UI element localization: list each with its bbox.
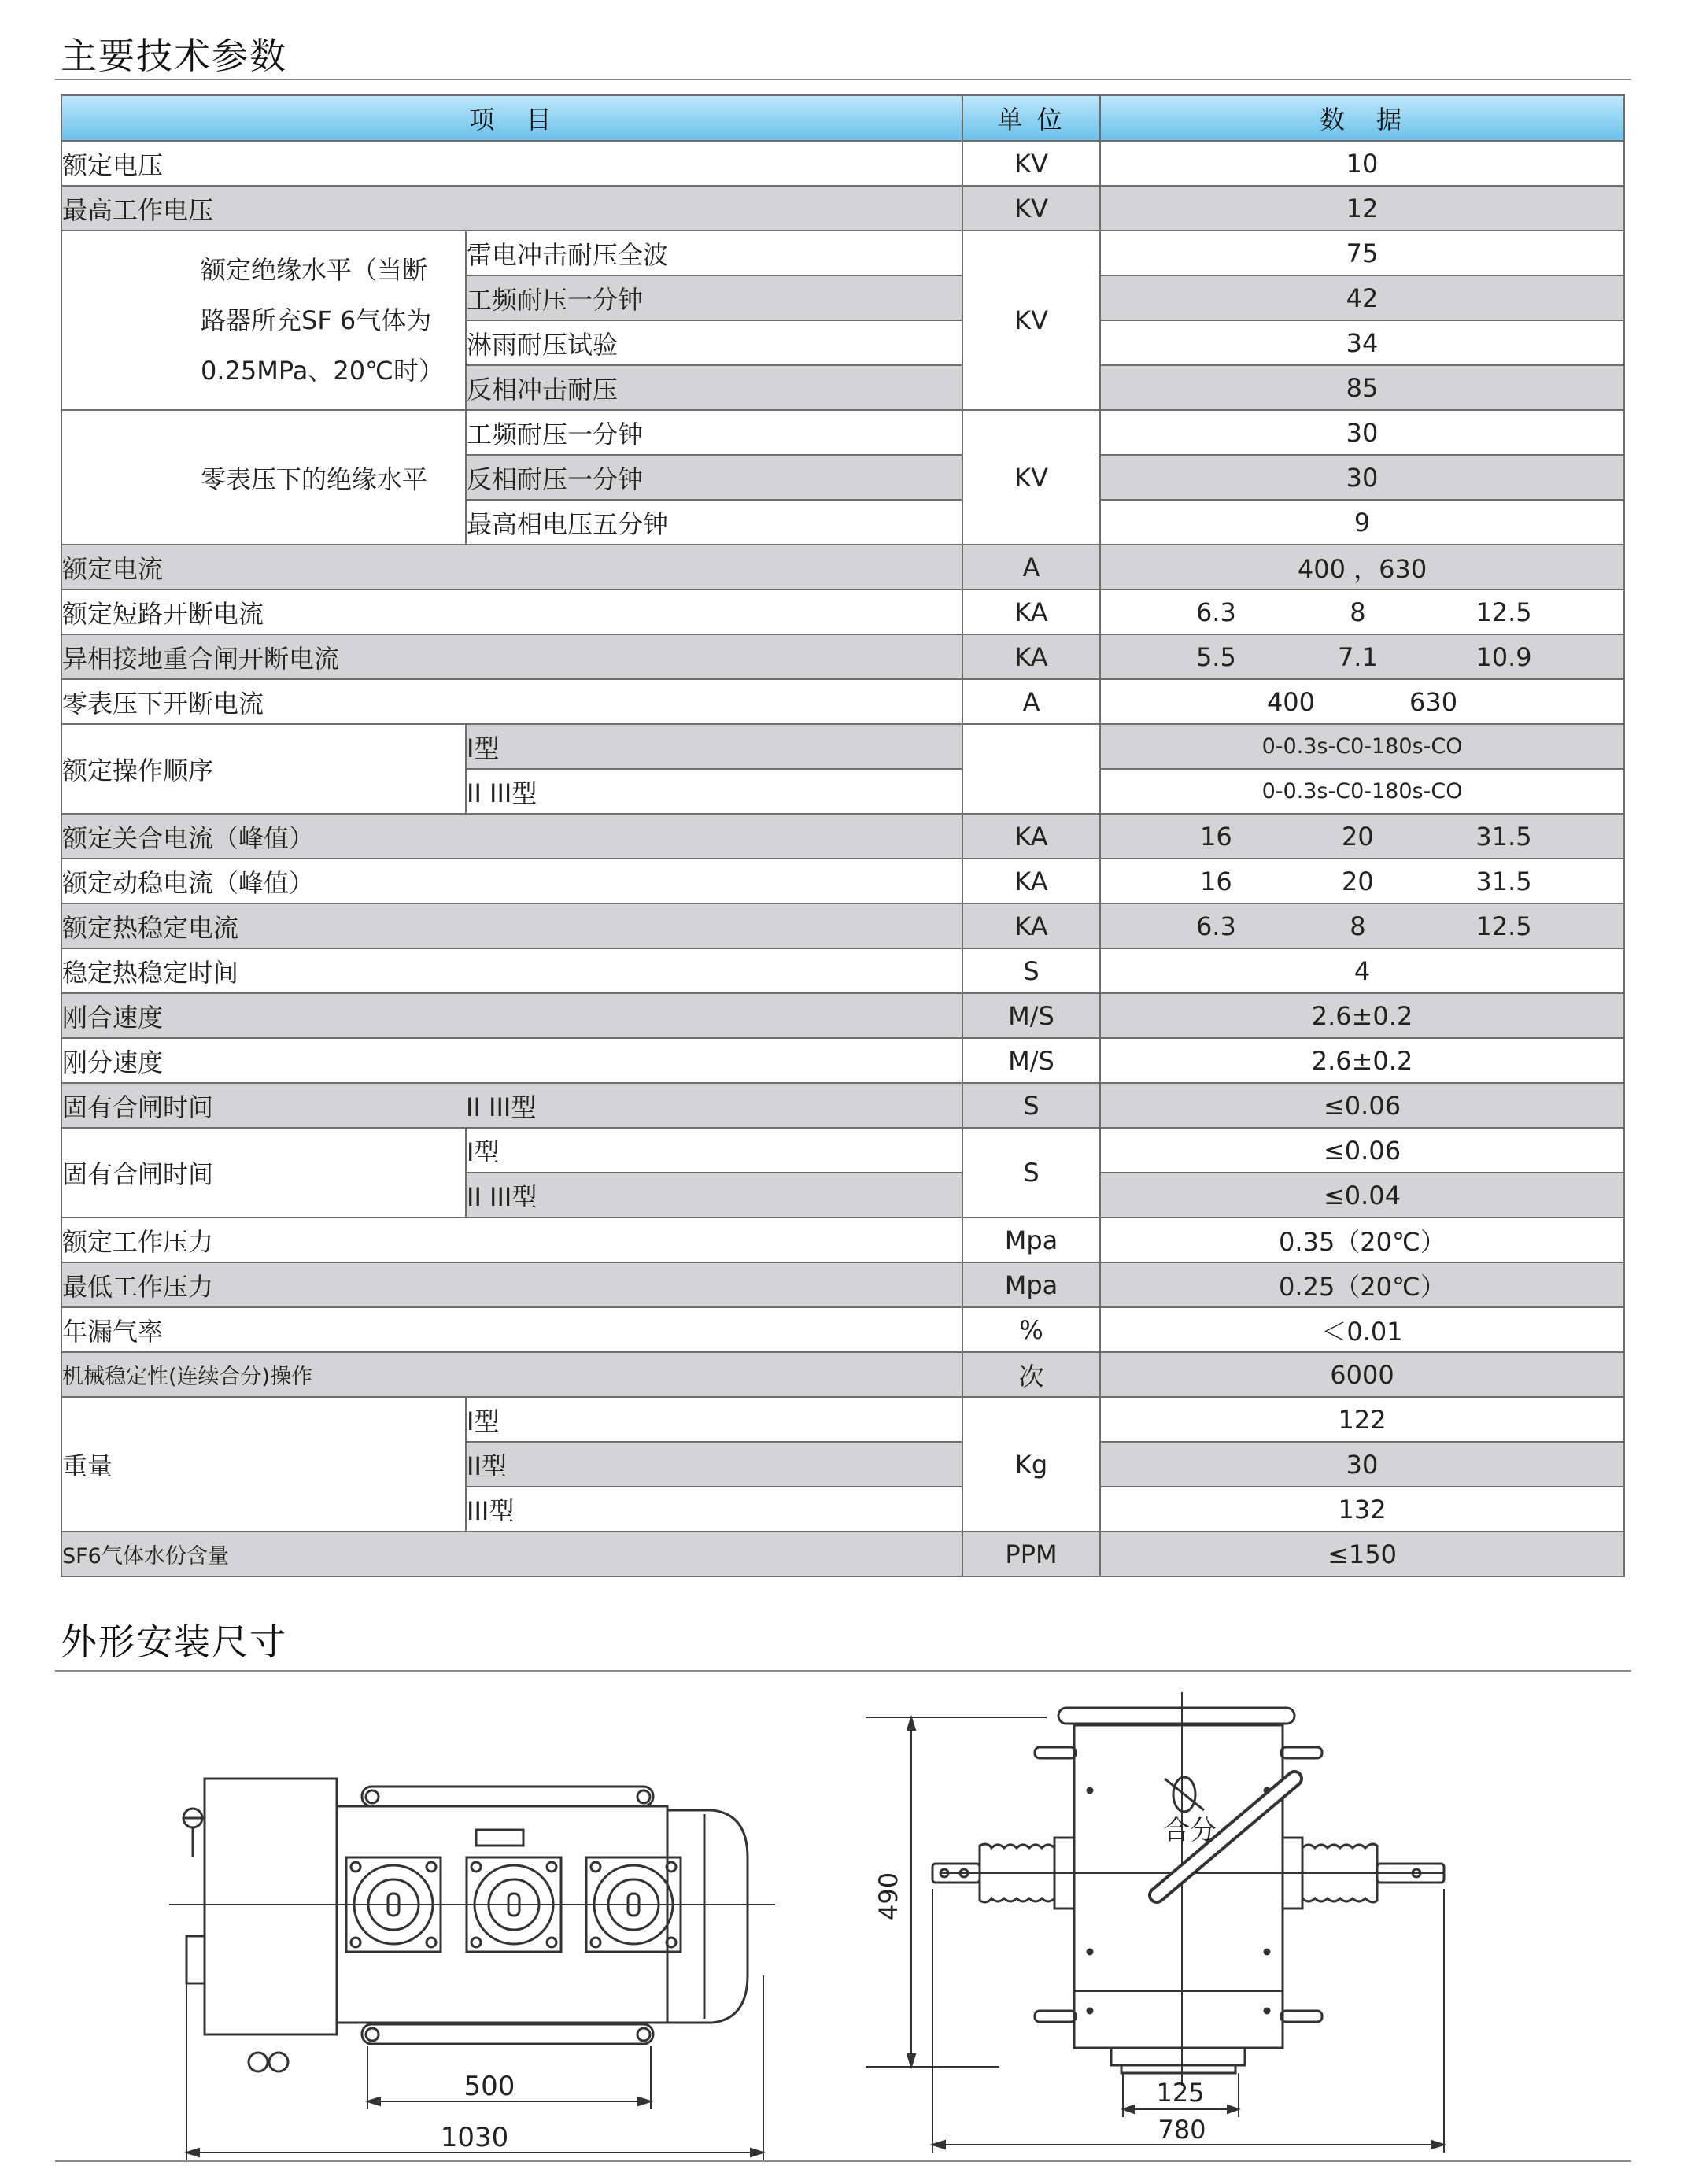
row-value: 132 <box>1100 1487 1624 1532</box>
section-title-dimensions: 外形安装尺寸 <box>61 1620 287 1663</box>
row-sub-name: II III型 <box>466 769 962 814</box>
row-unit: 次 <box>962 1352 1100 1397</box>
row-sub-name: 工频耐压一分钟 <box>466 275 962 320</box>
table-row <box>61 904 1624 948</box>
table-row <box>61 1532 1624 1576</box>
row-unit: M/S <box>962 993 1100 1038</box>
row-unit: S <box>962 1128 1100 1218</box>
row-value: 0-0.3s-C0-180s-CO <box>1100 769 1624 814</box>
section-rule <box>55 1670 1631 1672</box>
table-row <box>61 1307 1624 1352</box>
row-unit: KA <box>962 589 1100 634</box>
row-name-line: 额定绝缘水平（当断 <box>201 255 428 285</box>
row-value: 30 <box>1100 1442 1624 1487</box>
bottom-rod <box>362 2024 653 2044</box>
terminal-plate <box>476 1830 523 1846</box>
section-rule <box>55 79 1631 80</box>
value-item: 8 <box>1350 911 1366 941</box>
dim-label-780: 780 <box>1158 2115 1206 2145</box>
row-unit: Mpa <box>962 1218 1100 1262</box>
table-row <box>61 1352 1624 1397</box>
row-value <box>1100 634 1624 679</box>
row-sub-name: 反相冲击耐压 <box>466 365 962 410</box>
row-sub-name: II III型 <box>466 1173 962 1218</box>
row-value: 9 <box>1100 500 1624 545</box>
row-value: ≤150 <box>1100 1532 1624 1576</box>
dimension-780 <box>932 1889 1444 2153</box>
row-group-name: 重量 <box>61 1397 466 1532</box>
table-row <box>61 1218 1624 1262</box>
row-name: 额定电压 <box>61 141 962 186</box>
row-unit: A <box>962 679 1100 724</box>
row-unit: KA <box>962 634 1100 679</box>
row-value <box>1100 814 1624 859</box>
row-name: SF6气体水份含量 <box>61 1532 962 1576</box>
dim-label-1030: 1030 <box>440 2122 509 2153</box>
table-row <box>61 724 1624 769</box>
row-name: 额定电流 <box>61 545 962 589</box>
row-group-name: 额定操作顺序 <box>61 724 466 814</box>
row-value <box>1100 859 1624 904</box>
row-name: 最高工作电压 <box>61 186 962 231</box>
row-sub-name: 淋雨耐压试验 <box>466 320 962 365</box>
row-value: 30 <box>1100 455 1624 500</box>
row-unit: A <box>962 545 1100 589</box>
header-data: 数 据 <box>1100 95 1624 141</box>
main-tank <box>337 1806 667 2023</box>
row-value: 12 <box>1100 186 1624 231</box>
value-item: 10.9 <box>1475 641 1532 672</box>
table-row <box>61 993 1624 1038</box>
row-value: 42 <box>1100 275 1624 320</box>
top-rod <box>362 1787 653 1806</box>
row-name: 刚合速度 <box>61 993 962 1038</box>
row-value: ≤0.04 <box>1100 1173 1624 1218</box>
side-view-drawing <box>866 1692 1479 2164</box>
table-header <box>61 95 1624 141</box>
row-sub-name: I型 <box>466 1397 962 1442</box>
value-item: 400 <box>1266 686 1316 717</box>
table-row <box>61 634 1624 679</box>
table-row <box>61 410 1624 455</box>
row-unit: KV <box>962 141 1100 186</box>
dim-label-125: 125 <box>1156 2078 1205 2108</box>
row-value: 0.25（20℃） <box>1100 1262 1624 1307</box>
table-row <box>61 545 1624 589</box>
table-row <box>61 1128 1624 1173</box>
row-name: 额定动稳电流（峰值） <box>61 859 962 904</box>
bottom-rule <box>55 2160 1631 2162</box>
table-row <box>61 141 1624 186</box>
row-sub-name: I型 <box>466 1128 962 1173</box>
row-name: 额定关合电流（峰值） <box>61 814 962 859</box>
indicator-circle <box>269 2053 288 2071</box>
open-close-label: 合分 <box>1163 1815 1217 1846</box>
row-unit: S <box>962 948 1100 993</box>
table-row <box>61 1397 1624 1442</box>
side-bracket <box>186 1936 205 1983</box>
row-sub-name: 最高相电压五分钟 <box>466 500 962 545</box>
row-value: ≤0.06 <box>1100 1128 1624 1173</box>
table-row <box>61 231 1624 275</box>
value-item: 31.5 <box>1475 866 1532 896</box>
row-value: 4 <box>1100 948 1624 993</box>
value-item: 8 <box>1350 597 1366 627</box>
row-value: 75 <box>1100 231 1624 275</box>
row-unit: KV <box>962 410 1100 545</box>
base-plate <box>1111 2048 1245 2065</box>
row-value: 6000 <box>1100 1352 1624 1397</box>
row-unit: KV <box>962 231 1100 410</box>
spec-table <box>61 94 1625 1577</box>
row-name-line: 0.25MPa、20℃时） <box>201 356 444 386</box>
row-unit: KA <box>962 859 1100 904</box>
row-sub-name: II型 <box>466 1442 962 1487</box>
row-sub-name: 反相耐压一分钟 <box>466 455 962 500</box>
row-value: ＜0.01 <box>1100 1307 1624 1352</box>
table-row <box>61 1038 1624 1083</box>
row-value: 10 <box>1100 141 1624 186</box>
row-group-name: 固有合闸时间 <box>61 1128 466 1218</box>
row-value <box>1100 904 1624 948</box>
value-item: 16 <box>1200 821 1232 852</box>
row-sub-name: II III型 <box>466 1083 962 1128</box>
row-unit: S <box>962 1083 1100 1128</box>
row-value: 122 <box>1100 1397 1624 1442</box>
table-row <box>61 186 1624 231</box>
value-item: 7.1 <box>1337 641 1378 672</box>
row-name: 额定热稳定电流 <box>61 904 962 948</box>
row-name-line: 路器所充SF 6气体为 <box>201 305 432 335</box>
header-unit: 单 位 <box>962 95 1100 141</box>
table-row <box>61 1262 1624 1307</box>
value-item: 20 <box>1342 866 1374 896</box>
row-sub-name: 雷电冲击耐压全波 <box>466 231 962 275</box>
row-name: 刚分速度 <box>61 1038 962 1083</box>
row-sub-name: III型 <box>466 1487 962 1532</box>
section-title-specs: 主要技术参数 <box>61 35 287 77</box>
value-item: 6.3 <box>1195 597 1236 627</box>
row-sub-name: I型 <box>466 724 962 769</box>
row-name: 机械稳定性(连续合分)操作 <box>61 1352 962 1397</box>
row-unit: KA <box>962 904 1100 948</box>
row-value <box>1100 589 1624 634</box>
header-item: 项 目 <box>61 95 962 141</box>
value-item: 20 <box>1342 821 1374 852</box>
row-unit: KA <box>962 814 1100 859</box>
row-sub-name: 工频耐压一分钟 <box>466 410 962 455</box>
row-unit <box>962 724 1100 814</box>
table-row <box>61 589 1624 634</box>
value-item: 630 <box>1409 686 1458 717</box>
row-value: 400 ，630 <box>1100 545 1624 589</box>
row-group-name <box>61 231 466 410</box>
table-row <box>61 948 1624 993</box>
row-value: 30 <box>1100 410 1624 455</box>
row-value: ≤0.06 <box>1100 1083 1624 1128</box>
row-value: 85 <box>1100 365 1624 410</box>
row-name: 稳定热稳定时间 <box>61 948 962 993</box>
value-item: 16 <box>1200 866 1232 896</box>
row-group-name: 零表压下的绝缘水平 <box>61 410 466 545</box>
row-name: 零表压下开断电流 <box>61 679 962 724</box>
dim-label-490: 490 <box>873 1872 903 1920</box>
row-name: 年漏气率 <box>61 1307 962 1352</box>
table-row <box>61 814 1624 859</box>
row-name: 额定工作压力 <box>61 1218 962 1262</box>
value-item: 6.3 <box>1195 911 1236 941</box>
row-unit: Mpa <box>962 1262 1100 1307</box>
dim-label-500: 500 <box>463 2071 515 2102</box>
row-value <box>1100 679 1624 724</box>
indicator-circle <box>249 2053 268 2071</box>
row-unit: M/S <box>962 1038 1100 1083</box>
row-value: 34 <box>1100 320 1624 365</box>
row-value: 2.6±0.2 <box>1100 1038 1624 1083</box>
table-row <box>61 679 1624 724</box>
mechanism-box <box>205 1779 337 2034</box>
row-value: 2.6±0.2 <box>1100 993 1624 1038</box>
top-view-drawing <box>169 1739 791 2168</box>
top-flange <box>1058 1708 1294 1724</box>
value-item: 31.5 <box>1475 821 1532 852</box>
row-unit: % <box>962 1307 1100 1352</box>
row-unit: Kg <box>962 1397 1100 1532</box>
value-item: 12.5 <box>1475 597 1532 627</box>
value-item: 5.5 <box>1195 641 1236 672</box>
row-name: 固有合闸时间 <box>61 1083 466 1128</box>
table-row <box>61 859 1624 904</box>
row-name: 最低工作压力 <box>61 1262 962 1307</box>
row-value: 0.35（20℃） <box>1100 1218 1624 1262</box>
end-cap <box>667 1810 748 2023</box>
row-name: 异相接地重合闸开断电流 <box>61 634 962 679</box>
table-row <box>61 1083 1624 1128</box>
row-unit: PPM <box>962 1532 1100 1576</box>
row-value: 0-0.3s-C0-180s-CO <box>1100 724 1624 769</box>
row-name: 额定短路开断电流 <box>61 589 962 634</box>
value-item: 12.5 <box>1475 911 1532 941</box>
row-unit: KV <box>962 186 1100 231</box>
